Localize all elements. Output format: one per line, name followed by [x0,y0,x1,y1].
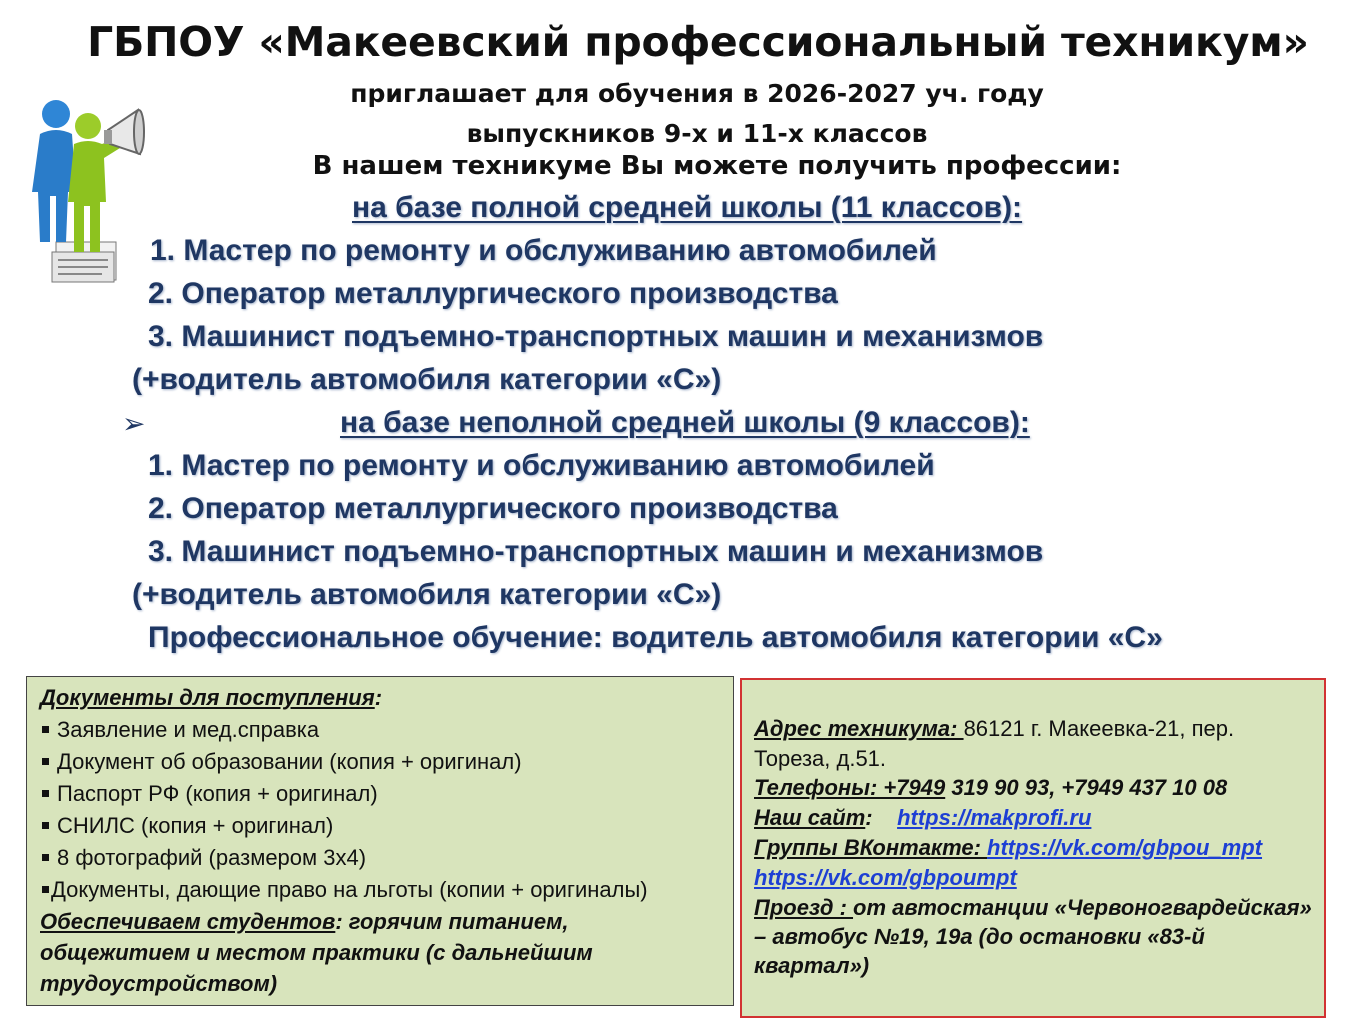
blue-person-icon [32,100,76,242]
documents-heading-text: Документы для поступления [40,685,375,710]
megaphone-people-illustration [22,92,150,292]
provide-line-2: общежитием и местом практики (с дальнейшим [40,940,593,965]
site-label: Наш сайт [754,805,866,830]
base-9-item-3: 3. Машинист подъемно-транспортных машин и механизмов [148,535,1044,568]
base-9-heading: на базе неполной средней школы (9 классов): [340,406,1030,439]
professional-training: Профессиональное обучение: водитель автомобиля категории «С» [148,621,1163,654]
base-11-heading: на базе полной средней школы (11 классов): [352,191,1023,224]
documents-heading [40,682,382,713]
route-line-1 [754,893,1312,923]
site-colon: : [865,805,898,830]
address-label: Адрес техникума: [754,716,964,741]
square-bullet-icon [42,822,49,829]
document-item [42,778,378,809]
address-line-1 [754,714,1234,744]
route-text-1: от автостанции «Червоногвардейская» [853,895,1312,920]
phones-line [754,773,1227,803]
route-line-3: квартал») [754,953,870,978]
provide-label: Обеспечиваем студентов [40,909,336,934]
address-text-1: 86121 г. Макеевка-21, пер. [963,716,1235,741]
document-item [42,842,366,873]
document-item-text: СНИЛС (копия + оригинал) [57,813,334,838]
provide-line-1 [40,906,568,937]
square-bullet-icon [42,854,49,861]
vk-label: Группы ВКонтакте: [754,835,988,860]
base-11-item-3-note: (+водитель автомобиля категории «С») [132,363,722,396]
base-11-item-1: 1. Мастер по ремонту и обслуживанию автомобилей [150,234,937,267]
provide-line-3: трудоустройством) [40,971,278,996]
base-11-item-2: 2. Оператор металлургического производства [148,277,838,310]
vk-link-1[interactable]: https://vk.com/gbpou_mpt [987,835,1263,860]
document-item-text: Заявление и мед.справка [57,717,320,742]
route-label: Проезд : [754,895,854,920]
base-9-item-3-note: (+водитель автомобиля категории «С») [132,578,722,611]
arrow-bullet-icon: ➢ [122,407,146,440]
professions-intro: В нашем техникуме Вы можете получить профессии: [312,151,1122,181]
vk-line-1 [754,833,1262,863]
base-9-item-2: 2. Оператор металлургического производства [148,492,838,525]
document-item [42,874,648,905]
base-11-item-3: 3. Машинист подъемно-транспортных машин и механизмов [148,320,1044,353]
base-9-item-1: 1. Мастер по ремонту и обслуживанию автомобилей [148,449,935,482]
vk-link-2[interactable]: https://vk.com/gbpoumpt [754,865,1017,890]
square-bullet-icon [42,790,49,797]
address-line-2: Тореза, д.51. [754,746,887,771]
invite-line-1: приглашает для обучения в 2026-2027 уч. году [350,79,1044,108]
vk-line-2 [754,863,1017,893]
provide-text-1: : горячим питанием, [335,909,569,934]
document-item [42,810,333,841]
document-item [42,714,319,745]
square-bullet-icon [42,886,49,893]
site-line [754,803,1091,833]
square-bullet-icon [42,758,49,765]
invite-line-2: выпускников 9-х и 11-х классов [466,119,928,148]
document-item-text: Документ об образовании (копия + оригинал) [57,749,522,774]
document-item [42,746,522,777]
route-line-2: – автобус №19, 19а (до остановки «83-й [754,924,1205,949]
document-item-text: Документы, дающие право на льготы (копии + оригиналы) [51,877,648,902]
page-title: ГБПОУ «Макеевский профессиональный техникум» [87,18,1309,66]
document-item-text: Паспорт РФ (копия + оригинал) [57,781,378,806]
square-bullet-icon [42,726,49,733]
site-link[interactable]: https://makprofi.ru [897,805,1092,830]
documents-heading-colon: : [374,685,383,710]
document-item-text: 8 фотографий (размером 3х4) [57,845,367,870]
phones-numbers: 319 90 93, +7949 437 10 08 [945,775,1228,800]
phones-label: Телефоны: +7949 [754,775,946,800]
